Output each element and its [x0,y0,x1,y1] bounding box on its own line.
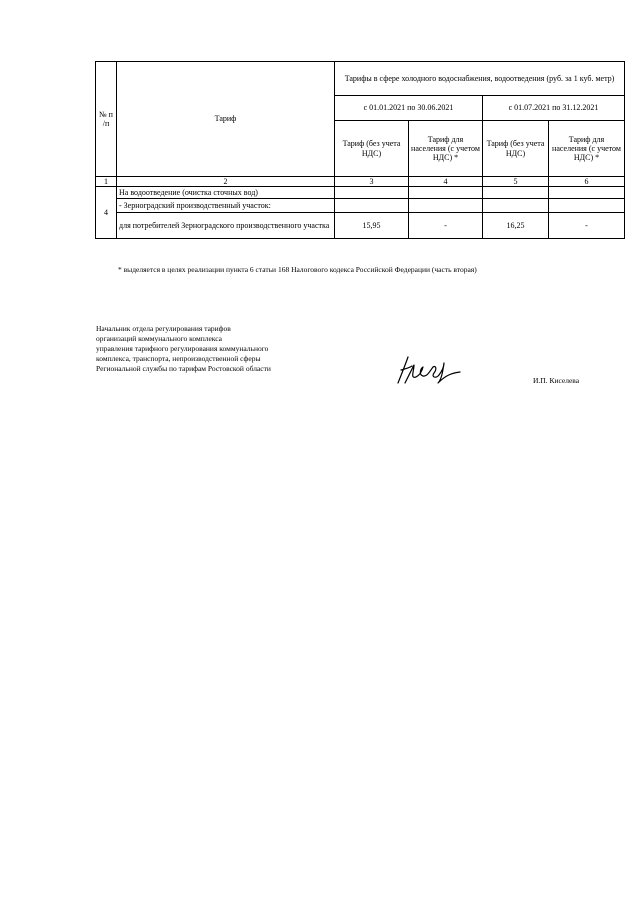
position-line: организаций коммунального комплекса [96,333,223,343]
index-cell: 1 [96,177,117,187]
header-tariff-no-vat-1: Тариф (без учета НДС) [335,121,409,177]
position-line: Начальник отдела регулирования тарифов [96,324,231,333]
table-row [96,187,625,199]
value-cell [409,187,483,199]
handwritten-signature [392,353,462,391]
value-cell [335,199,409,213]
header-tariff-population-2: Тариф для населения (с учетом НДС) * [549,121,625,177]
header-tariff-population-1: Тариф для населения (с учетом НДС) * [409,121,483,177]
header-tariffs-group: Тарифы в сфере холодного водоснабжения, водоотведения (руб. за 1 куб. метр) [335,62,625,96]
table-row [96,213,625,239]
row-label: - Зерноградский производственный участок: [117,199,335,213]
footnote: * выделяется в целях реализации пункта 6 статьи 168 Налогового кодекса Российской Федерации (часть вторая) [118,265,477,274]
index-cell: 3 [335,177,409,187]
index-row [96,177,625,187]
value-cell: - [549,213,625,239]
value-cell [549,199,625,213]
row-number: 4 [96,187,117,239]
index-cell: 4 [409,177,483,187]
position-line: Региональной службы по тарифам Ростовской области [96,363,271,373]
position-line: управления тарифного регулирования коммунального [96,343,269,353]
value-cell [409,199,483,213]
value-cell [335,187,409,199]
header-tariff: Тариф [117,62,335,177]
value-cell [483,187,549,199]
row-label: На водоотведение (очистка сточных вод) [117,187,335,199]
header-period-2: с 01.07.2021 по 31.12.2021 [483,96,625,121]
index-cell: 2 [117,177,335,187]
table-row [96,199,625,213]
position-line: комплекса, транспорта, непроизводственной сферы [96,353,261,363]
value-cell [549,187,625,199]
value-cell: - [409,213,483,239]
signatory-name: И.П. Киселева [533,376,580,385]
header-number: № п /п [96,62,117,177]
signatory-position [96,324,326,373]
header-tariff-no-vat-2: Тариф (без учета НДС) [483,121,549,177]
index-cell: 6 [549,177,625,187]
tariff-table [95,61,625,239]
header-period-1: с 01.01.2021 по 30.06.2021 [335,96,483,121]
index-cell: 5 [483,177,549,187]
value-cell: 16,25 [483,213,549,239]
value-cell [483,199,549,213]
value-cell: 15,95 [335,213,409,239]
row-label: для потребителей Зерноградского производственного участка [117,213,335,239]
